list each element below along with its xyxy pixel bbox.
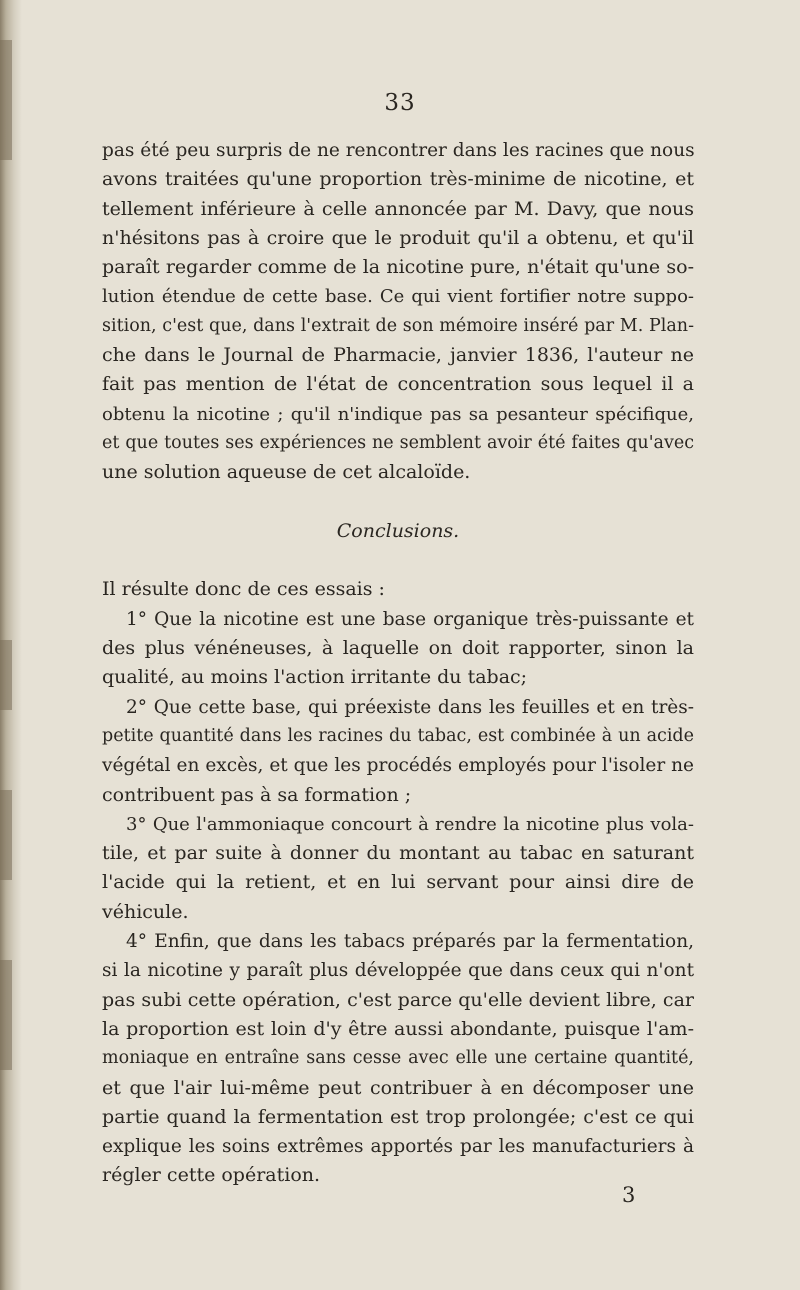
text-line: 2° Que cette base, qui préexiste dans les feuilles et en très-: [126, 696, 694, 718]
text-line: pas subi cette opération, c'est parce qu'elle devient libre, car: [102, 988, 694, 1011]
text-line: avons traitées qu'une proportion très-minime de nicotine, et: [102, 168, 694, 191]
text-line: l'acide qui la retient, et en lui servant pour ainsi dire de: [102, 871, 694, 894]
text-line: sition, c'est que, dans l'extrait de son mémoire inséré par M. Plan-: [102, 315, 694, 336]
text-line: qualité, au moins l'action irritante du tabac;: [102, 666, 528, 689]
text-line: une solution aqueuse de cet alcaloïde.: [102, 461, 471, 484]
binding-stain: [0, 640, 12, 710]
conclusion-4: [102, 927, 694, 1191]
text-line: explique les soins extrêmes apportés par les manufacturiers à: [102, 1136, 694, 1158]
text-line: partie quand la fermentation est trop prolongée; c'est ce qui: [102, 1105, 694, 1128]
body-text: [102, 136, 694, 1191]
text-line: des plus vénéneuses, à laquelle on doit rapporter, sinon la: [102, 637, 694, 660]
paragraph-1: [102, 136, 694, 488]
text-line: véhicule.: [102, 900, 189, 923]
text-line: tellement inférieure à celle annoncée par M. Davy, que nous: [102, 197, 694, 220]
text-line: 4° Enfin, que dans les tabacs préparés par la fermentation,: [126, 931, 694, 953]
conclusion-2: [102, 693, 694, 810]
text-line: et que toutes ses expériences ne semblent avoir été faites qu'avec: [102, 432, 694, 453]
binding-stain: [0, 790, 12, 880]
text-line: et que l'air lui-même peut contribuer à en décomposer une: [102, 1076, 694, 1099]
text-line: che dans le Journal de Pharmacie, janvier 1836, l'auteur ne: [102, 344, 694, 367]
text-line: végétal en excès, et que les procédés employés pour l'isoler ne: [102, 755, 694, 777]
intro-line: Il résulte donc de ces essais :: [102, 578, 385, 601]
text-line: moniaque en entraîne sans cesse avec elle une certaine quantité,: [102, 1048, 694, 1069]
text-line: 1° Que la nicotine est une base organique très-puissante et: [126, 608, 694, 630]
text-line: paraît regarder comme de la nicotine pure, n'était qu'une so-: [102, 256, 694, 279]
text-line: petite quantité dans les racines du tabac, est combinée à un acide: [102, 725, 694, 746]
text-line: lution étendue de cette base. Ce qui vient fortifier notre suppo-: [102, 286, 694, 308]
signature-mark: 3: [622, 1183, 636, 1207]
conclusion-1: [102, 605, 694, 693]
text-line: fait pas mention de l'état de concentration sous lequel il a: [102, 373, 694, 396]
binding-stain: [0, 960, 12, 1070]
text-line: la proportion est loin d'y être aussi abondante, puisque l'am-: [102, 1017, 694, 1040]
text-line: contribuent pas à sa formation ;: [102, 783, 412, 806]
text-line: 3° Que l'ammoniaque concourt à rendre la nicotine plus vola-: [126, 813, 694, 835]
text-line: régler cette opération.: [102, 1164, 321, 1187]
text-line: obtenu la nicotine ; qu'il n'indique pas sa pesanteur spécifique,: [102, 403, 694, 425]
text-line: tile, et par suite à donner du montant au tabac en saturant: [102, 842, 694, 865]
page-number: 33: [384, 90, 416, 116]
text-line: si la nicotine y paraît plus développée que dans ceux qui n'ont: [102, 960, 694, 982]
text-line: pas été peu surpris de ne rencontrer dans les racines que nous: [102, 140, 695, 161]
section-heading: Conclusions.: [336, 519, 460, 542]
conclusion-3: [102, 810, 694, 927]
text-line: n'hésitons pas à croire que le produit qu'il a obtenu, et qu'il: [102, 226, 694, 249]
